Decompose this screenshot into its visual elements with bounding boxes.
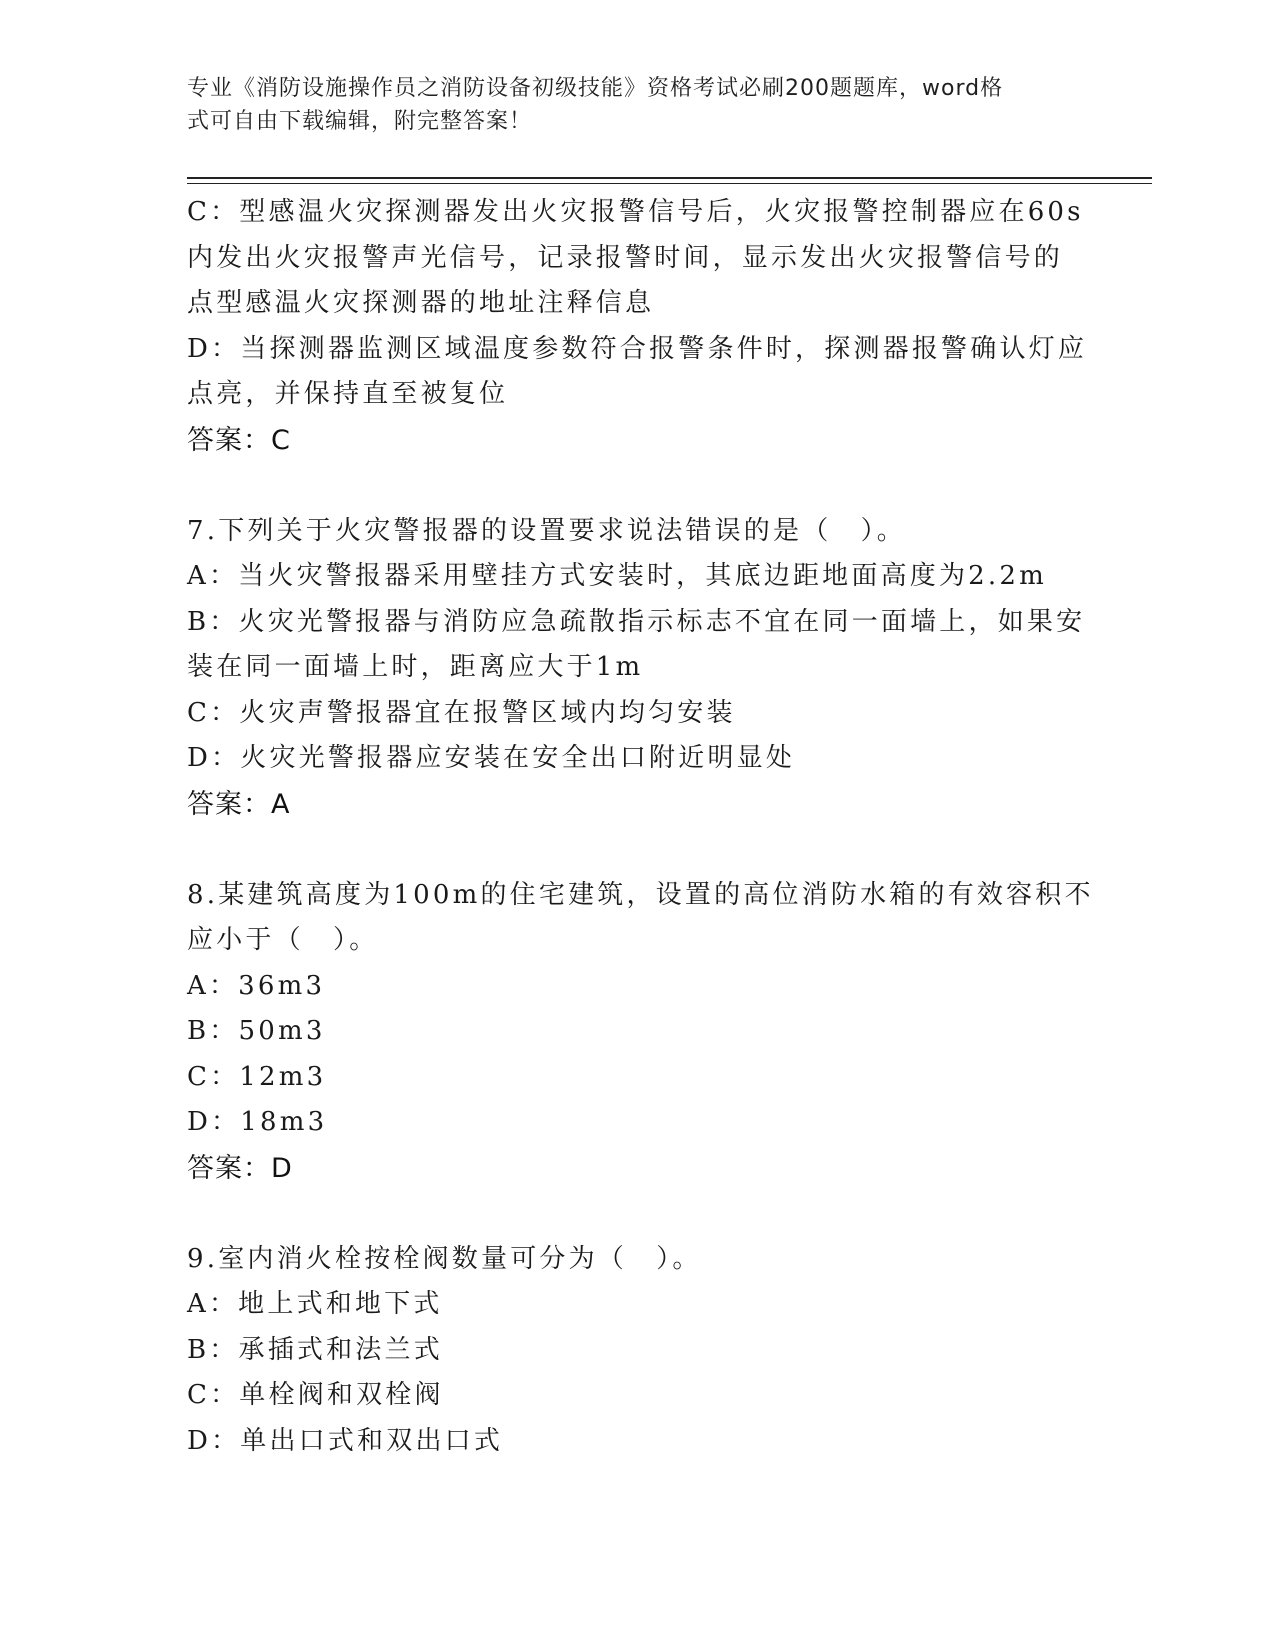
question-6-continuation [187,190,1087,463]
answer-line: 答案：D [187,1152,293,1184]
question-8 [187,873,1094,1192]
option-d-line-1: D：当探测器监测区域温度参数符合报警条件时，探测器报警确认灯应 [187,333,1088,364]
document-header [187,72,1087,138]
header-title-line-2: 式可自由下载编辑，附完整答案！ [187,109,533,134]
question-7 [187,509,1087,828]
option-d: D：18m3 [187,1107,328,1137]
option-d-line-2: 点亮，并保持直至被复位 [187,379,509,409]
document-body [187,190,1094,1464]
answer-line: 答案：A [187,788,291,820]
option-b: B：50m3 [187,1016,326,1046]
answer-line: 答案：C [187,424,291,456]
header-title-line-1: 专业《消防设施操作员之消防设备初级技能》资格考试必刷200题题库，word格 [187,76,1004,101]
header-divider-thin [187,183,1152,184]
option-a: A：36m3 [187,970,326,1001]
spacer [187,1191,1087,1237]
question-stem: 9.室内消火栓按栓阀数量可分为（ ）。 [187,1243,702,1274]
option-b: B：承插式和法兰式 [187,1334,443,1365]
question-stem-line-1: 8.某建筑高度为100m的住宅建筑，设置的高位消防水箱的有效容积不 [187,879,1094,910]
option-c: C：火灾声警报器宜在报警区域内均匀安装 [187,697,736,728]
option-c: C：单栓阀和双栓阀 [187,1380,444,1410]
question-9 [187,1237,1087,1465]
option-c-line-1: C：型感温火灾探测器发出火灾报警信号后，火灾报警控制器应在60s [187,197,1084,227]
option-d: D：单出口式和双出口式 [187,1425,504,1456]
spacer [187,827,1087,873]
option-a: A：地上式和地下式 [187,1289,443,1319]
option-c-line-2: 内发出火灾报警声光信号，记录报警时间，显示发出火灾报警信号的 [187,242,1064,273]
option-b-line-2: 装在同一面墙上时，距离应大于1m [187,652,644,682]
header-divider-thick [187,177,1152,179]
option-d: D：火灾光警报器应安装在安全出口附近明显处 [187,743,796,773]
option-c-line-3: 点型感温火灾探测器的地址注释信息 [187,288,655,318]
option-b-line-1: B：火灾光警报器与消防应急疏散指示标志不宜在同一面墙上，如果安 [187,606,1086,637]
question-stem-line-2: 应小于（ ）。 [187,925,379,955]
question-stem: 7.下列关于火灾警报器的设置要求说法错误的是（ ）。 [187,515,907,546]
spacer [187,463,1087,509]
option-a: A：当火灾警报器采用壁挂方式安装时，其底边距地面高度为2.2m [187,561,1047,591]
option-c: C：12m3 [187,1061,327,1092]
